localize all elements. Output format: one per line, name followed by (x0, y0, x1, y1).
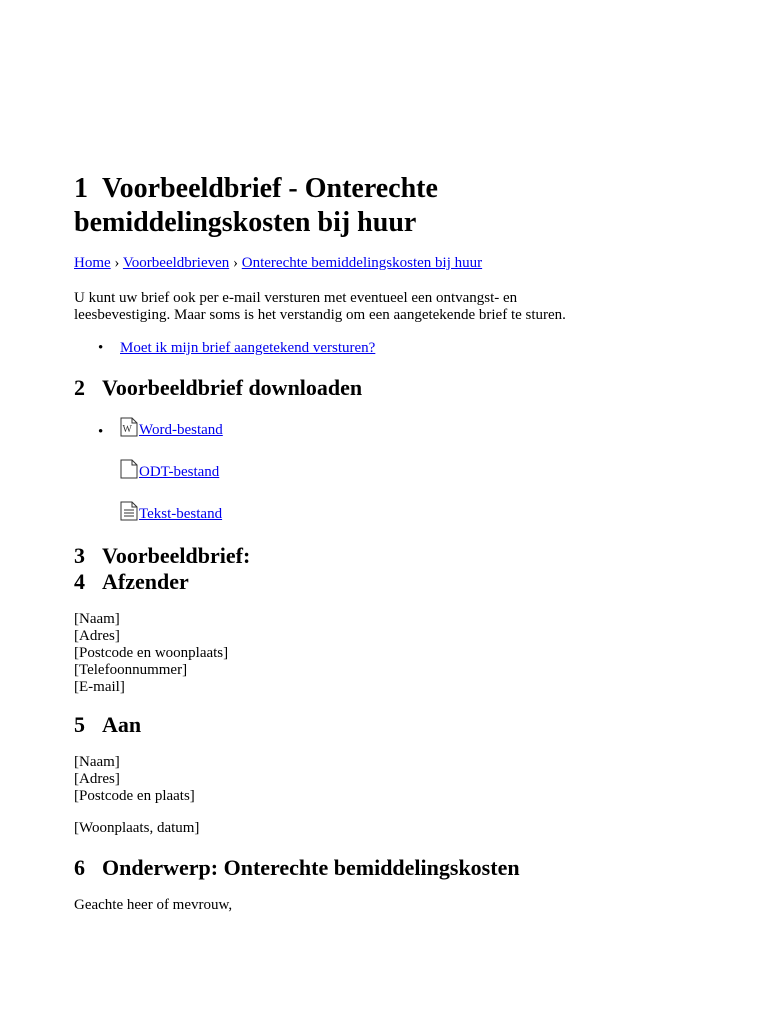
section-heading-letter (74, 543, 250, 569)
heading-number: 6 (74, 855, 85, 880)
section-heading-subject (74, 855, 520, 881)
heading-text: Voorbeeldbrief: (102, 543, 251, 568)
breadcrumb-separator: › (233, 255, 239, 271)
breadcrumb-home-link[interactable]: Home (74, 255, 111, 271)
sender-name: [Naam] (74, 611, 120, 627)
word-file-icon (120, 417, 138, 437)
heading-text: Voorbeeldbrief - Onterechte bemiddelingskosten bij huur (74, 173, 438, 238)
sender-block (74, 611, 228, 696)
text-file-icon (120, 501, 138, 521)
intro-paragraph (74, 290, 566, 324)
heading-text: Onderwerp: Onterechte bemiddelingskosten (102, 855, 520, 880)
sender-phone: [Telefoonnummer] (74, 662, 188, 678)
download-text[interactable] (120, 501, 222, 523)
word-download-link[interactable]: Word-bestand (139, 422, 223, 438)
page-title (74, 172, 634, 240)
breadcrumb-current-link[interactable]: Onterechte bemiddelingskosten bij huur (241, 255, 483, 271)
heading-text: Voorbeeldbrief downloaden (102, 375, 363, 400)
list-item (120, 340, 375, 357)
heading-number: 3 (74, 543, 85, 568)
svg-text:W: W (122, 424, 132, 435)
recipient-name: [Naam] (74, 754, 120, 770)
odt-download-link[interactable]: ODT-bestand (139, 464, 220, 480)
intro-line-2: leesbevestiging. Maar soms is het verstandig om een aangetekende brief te sturen. (74, 307, 566, 323)
heading-number: 2 (74, 375, 85, 400)
salutation: Geachte heer of mevrouw, (74, 897, 233, 913)
section-heading-sender (74, 569, 189, 595)
intro-line-1: U kunt uw brief ook per e-mail versturen met eventueel een ontvangst- en (74, 290, 518, 306)
heading-number: 5 (74, 712, 85, 737)
sender-postcode: [Postcode en woonplaats] (74, 645, 229, 661)
heading-text: Afzender (102, 569, 189, 594)
recipient-postcode: [Postcode en plaats] (74, 788, 195, 804)
breadcrumb-separator: › (114, 255, 120, 271)
text-download-link[interactable]: Tekst-bestand (139, 506, 223, 522)
download-word[interactable] (120, 417, 223, 439)
heading-number: 1 (74, 173, 88, 204)
section-heading-recipient (74, 712, 141, 738)
sender-email: [E-mail] (74, 679, 125, 695)
recipient-address: [Adres] (74, 771, 120, 787)
heading-text: Aan (102, 712, 142, 737)
section-heading-downloads (74, 375, 362, 401)
download-odt[interactable] (120, 459, 219, 481)
breadcrumb-voorbeeldbrieven-link[interactable]: Voorbeeldbrieven (122, 255, 230, 271)
place-date: [Woonplaats, datum] (74, 820, 200, 836)
recipient-block (74, 754, 195, 805)
registered-mail-info-link[interactable]: Moet ik mijn brief aangetekend versturen? (120, 340, 376, 356)
bullet-icon: • (98, 424, 104, 440)
file-icon (120, 459, 138, 479)
sender-address: [Adres] (74, 628, 120, 644)
bullet-icon: • (98, 340, 104, 356)
heading-number: 4 (74, 569, 85, 594)
breadcrumb (74, 255, 482, 272)
